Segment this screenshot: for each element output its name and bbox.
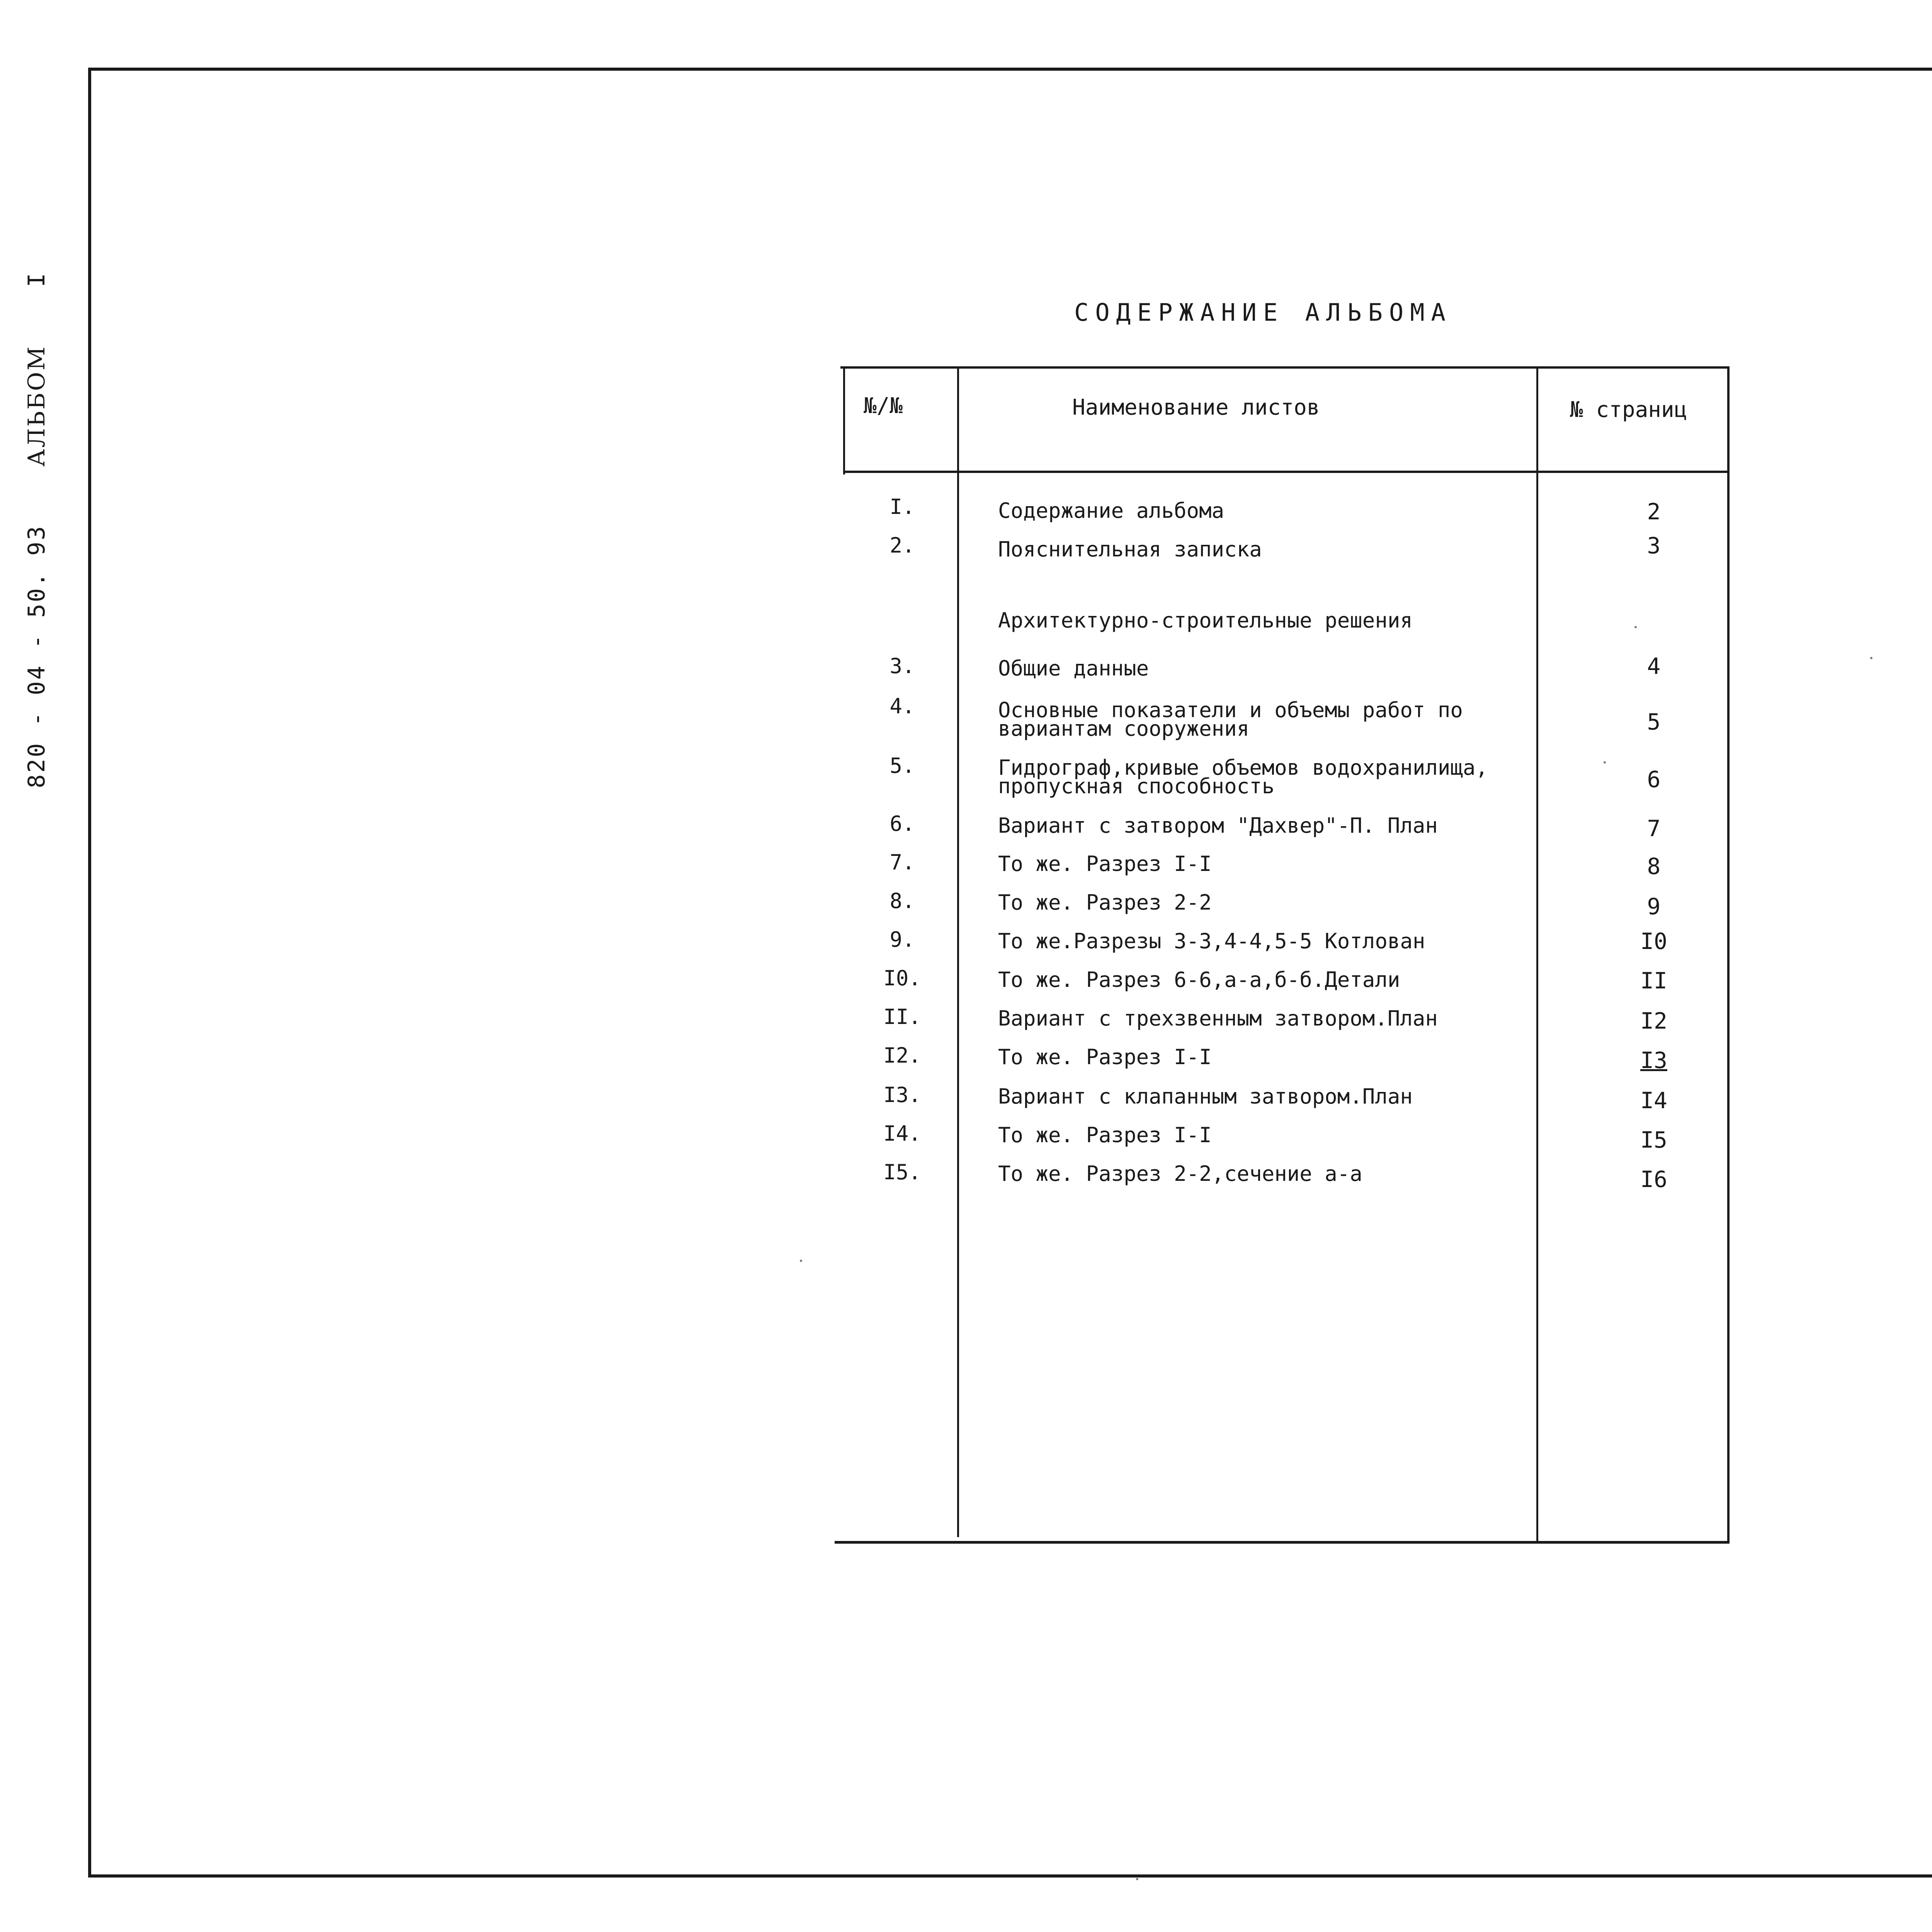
scan-speck xyxy=(1870,657,1872,659)
scan-speck xyxy=(1634,626,1637,628)
row-number: 2. xyxy=(889,533,915,558)
album-number: I xyxy=(23,271,50,287)
row-page: I0 xyxy=(1640,928,1667,954)
row-number: 6. xyxy=(889,811,915,836)
row-page: 3 xyxy=(1647,532,1661,559)
side-stamp xyxy=(23,93,70,788)
header-sheet-name: Наименование листов xyxy=(1072,395,1320,420)
row-number: I5. xyxy=(883,1160,921,1184)
row-sheet-name: Вариант с клапанным затвором.План xyxy=(998,1084,1413,1109)
row-sheet-name: Вариант с трехзвенным затвором.План xyxy=(998,1006,1438,1031)
table-left-rule xyxy=(843,366,845,474)
row-page: I4 xyxy=(1640,1087,1667,1114)
row-page: I5 xyxy=(1640,1127,1667,1153)
section-heading: Архитектурно-строительные решения xyxy=(998,608,1413,633)
scan-speck xyxy=(1604,761,1606,764)
row-number: 9. xyxy=(889,927,915,952)
row-number: 3. xyxy=(889,654,915,678)
scan-speck xyxy=(1136,1878,1138,1880)
table-bottom-rule xyxy=(835,1541,1729,1544)
row-page: 6 xyxy=(1647,766,1661,793)
row-sheet-name: Вариант с затвором "Дахвер"-П. План xyxy=(998,813,1438,838)
row-number: 8. xyxy=(889,889,915,913)
row-sheet-name: То же. Разрез 6-6,а-а,б-б.Детали xyxy=(998,968,1400,992)
row-page: 9 xyxy=(1647,893,1661,920)
contents-table xyxy=(840,366,1731,1546)
row-page: 2 xyxy=(1647,498,1661,525)
row-sheet-name: То же. Разрез I-I xyxy=(998,852,1212,876)
header-number: №/№ xyxy=(864,393,903,418)
table-top-rule xyxy=(840,366,1729,369)
row-sheet-name: Общие данные xyxy=(998,656,1149,680)
row-page: 8 xyxy=(1647,853,1661,879)
page-title: СОДЕРЖАНИЕ АЛЬБОМА xyxy=(1074,298,1452,327)
row-number: 7. xyxy=(889,850,915,874)
row-page: I3 xyxy=(1640,1047,1667,1073)
row-number: I. xyxy=(889,495,915,519)
table-header-rule xyxy=(844,471,1728,473)
header-page-number: № страниц xyxy=(1570,397,1687,422)
row-page: 5 xyxy=(1647,709,1661,735)
row-number: 5. xyxy=(889,753,915,778)
row-page: 4 xyxy=(1647,653,1661,679)
row-number: II. xyxy=(883,1005,921,1029)
table-right-rule xyxy=(1727,366,1730,1544)
row-number: I0. xyxy=(883,966,921,990)
row-sheet-name: То же. Разрез 2-2,сечение а-а xyxy=(998,1162,1362,1186)
row-sheet-name: То же. Разрез 2-2 xyxy=(998,890,1212,915)
row-sheet-name: То же. Разрез I-I xyxy=(998,1045,1212,1069)
row-page: II xyxy=(1640,968,1667,994)
scan-speck xyxy=(800,1260,802,1262)
row-sheet-name: То же. Разрез I-I xyxy=(998,1123,1212,1147)
row-sheet-name: Пояснительная записка xyxy=(998,537,1262,561)
row-page: I6 xyxy=(1640,1166,1667,1192)
row-sheet-name: Содержание альбома xyxy=(998,498,1225,523)
row-sheet-name: Гидрограф,кривые объемов водохранилища, пропускная способность xyxy=(998,755,1488,798)
table-column-rule-1 xyxy=(957,366,959,1537)
row-number: 4. xyxy=(889,694,915,718)
row-sheet-name: Основные показатели и объемы работ по вариантам сооружения xyxy=(998,698,1463,741)
row-number: I2. xyxy=(883,1043,921,1068)
project-code: 820 - 04 - 50. 93 xyxy=(23,524,50,788)
album-label: АЛЬБОМ xyxy=(23,345,50,467)
row-number: I3. xyxy=(883,1083,921,1107)
row-number: I4. xyxy=(883,1121,921,1146)
row-page: 7 xyxy=(1647,815,1661,842)
row-sheet-name: То же.Разрезы 3-3,4-4,5-5 Котлован xyxy=(998,929,1425,953)
row-page: I2 xyxy=(1640,1008,1667,1034)
